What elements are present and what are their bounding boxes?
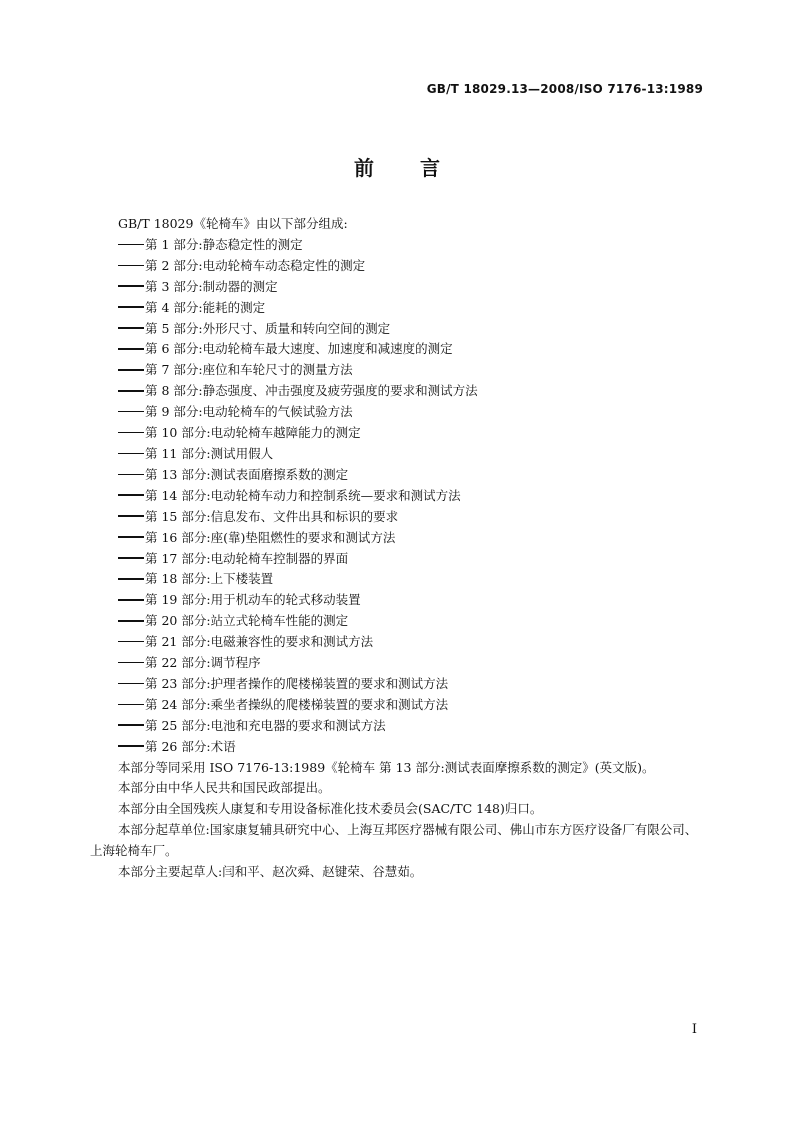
- part-item: [90, 465, 706, 486]
- em-dash-rule: [118, 724, 144, 726]
- parts-list: [90, 235, 706, 758]
- part-item: [90, 423, 706, 444]
- note-paragraph: 本部分由中华人民共和国民政部提出。: [118, 780, 331, 796]
- part-item: [90, 632, 706, 653]
- part-item: [90, 590, 706, 611]
- part-item: [90, 695, 706, 716]
- part-item: [90, 235, 706, 256]
- em-dash-rule: [118, 306, 144, 308]
- em-dash-rule: [118, 390, 144, 392]
- part-label: 第 20 部分:站立式轮椅车性能的测定: [145, 613, 349, 629]
- part-item: [90, 674, 706, 695]
- part-label: 第 8 部分:静态强度、冲击强度及疲劳强度的要求和测试方法: [145, 383, 478, 399]
- part-label: 第 21 部分:电磁兼容性的要求和测试方法: [145, 634, 374, 650]
- part-item: [90, 737, 706, 758]
- em-dash-rule: [118, 348, 144, 350]
- em-dash-rule: [118, 683, 144, 685]
- em-dash-rule: [118, 285, 144, 287]
- notes-list: [90, 758, 706, 883]
- intro-line: GB/T 18029《轮椅车》由以下部分组成:: [118, 216, 348, 231]
- part-item: [90, 360, 706, 381]
- part-label: 第 17 部分:电动轮椅车控制器的界面: [145, 550, 349, 566]
- em-dash-rule: [118, 411, 144, 413]
- part-label: 第 1 部分:静态稳定性的测定: [145, 236, 303, 252]
- part-item: [90, 653, 706, 674]
- part-item: [90, 339, 706, 360]
- part-item: [90, 319, 706, 340]
- part-item: [90, 381, 706, 402]
- page-number: I: [691, 1022, 697, 1037]
- em-dash-rule: [118, 494, 144, 496]
- part-label: 第 13 部分:测试表面磨擦系数的测定: [145, 466, 349, 482]
- note-paragraph: 本部分由全国残疾人康复和专用设备标准化技术委员会(SAC/TC 148)归口。: [118, 801, 543, 817]
- part-label: 第 24 部分:乘坐者操纵的爬楼梯装置的要求和测试方法: [145, 696, 449, 712]
- em-dash-rule: [118, 536, 144, 538]
- em-dash-rule: [118, 641, 144, 643]
- part-label: 第 22 部分:调节程序: [145, 655, 261, 671]
- part-label: 第 11 部分:测试用假人: [145, 445, 274, 461]
- part-item: [90, 507, 706, 528]
- title-char-1: 前: [354, 156, 374, 180]
- em-dash-rule: [118, 474, 144, 476]
- part-item: [90, 444, 706, 465]
- part-label: 第 3 部分:制动器的测定: [145, 278, 278, 294]
- em-dash-rule: [118, 704, 144, 706]
- part-item: [90, 256, 706, 277]
- part-label: 第 25 部分:电池和充电器的要求和测试方法: [145, 717, 386, 733]
- part-label: 第 14 部分:电动轮椅车动力和控制系统—要求和测试方法: [145, 487, 461, 503]
- part-label: 第 9 部分:电动轮椅车的气候试验方法: [145, 404, 353, 420]
- em-dash-rule: [118, 327, 144, 329]
- part-label: 第 5 部分:外形尺寸、质量和转向空间的测定: [145, 320, 391, 336]
- part-item: [90, 611, 706, 632]
- part-item: [90, 402, 706, 423]
- part-item: [90, 716, 706, 737]
- em-dash-rule: [118, 745, 144, 747]
- em-dash-rule: [118, 265, 144, 267]
- part-label: 第 10 部分:电动轮椅车越障能力的测定: [145, 425, 361, 441]
- part-label: 第 18 部分:上下楼装置: [145, 571, 274, 587]
- part-item: [90, 569, 706, 590]
- em-dash-rule: [118, 453, 144, 455]
- em-dash-rule: [118, 369, 144, 371]
- em-dash-rule: [118, 244, 144, 246]
- standard-number: GB/T 18029.13—2008/ISO 7176-13:1989: [426, 82, 703, 96]
- part-label: 第 15 部分:信息发布、文件出具和标识的要求: [145, 508, 399, 524]
- part-item: [90, 298, 706, 319]
- em-dash-rule: [118, 515, 144, 517]
- em-dash-rule: [118, 557, 144, 559]
- part-label: 第 2 部分:电动轮椅车动态稳定性的测定: [145, 257, 366, 273]
- note-paragraph: 本部分起草单位:国家康复辅具研究中心、上海互邦医疗器械有限公司、佛山市东方医疗设备厂有限公司、上海轮椅车厂。: [90, 822, 698, 859]
- note-paragraph: 本部分主要起草人:闫和平、赵次舜、赵键荣、谷慧茹。: [118, 864, 423, 880]
- title-char-2: 言: [420, 156, 440, 180]
- em-dash-rule: [118, 599, 144, 601]
- part-label: 第 19 部分:用于机动车的轮式移动装置: [145, 592, 361, 608]
- part-label: 第 6 部分:电动轮椅车最大速度、加速度和减速度的测定: [145, 341, 453, 357]
- part-label: 第 16 部分:座(靠)垫阻燃性的要求和测试方法: [145, 529, 396, 545]
- part-item: [90, 486, 706, 507]
- part-item: [90, 528, 706, 549]
- part-label: 第 7 部分:座位和车轮尺寸的测量方法: [145, 362, 353, 378]
- note-paragraph: 本部分等同采用 ISO 7176-13:1989《轮椅车 第 13 部分:测试表面摩擦系数的测定》(英文版)。: [118, 759, 655, 775]
- part-label: 第 23 部分:护理者操作的爬楼梯装置的要求和测试方法: [145, 675, 449, 691]
- part-label: 第 4 部分:能耗的测定: [145, 299, 266, 315]
- em-dash-rule: [118, 578, 144, 580]
- em-dash-rule: [118, 662, 144, 664]
- part-item: [90, 277, 706, 298]
- page-title: [0, 152, 794, 181]
- em-dash-rule: [118, 432, 144, 434]
- em-dash-rule: [118, 620, 144, 622]
- part-label: 第 26 部分:术语: [145, 738, 236, 754]
- part-item: [90, 549, 706, 570]
- foreword-body: [90, 214, 706, 883]
